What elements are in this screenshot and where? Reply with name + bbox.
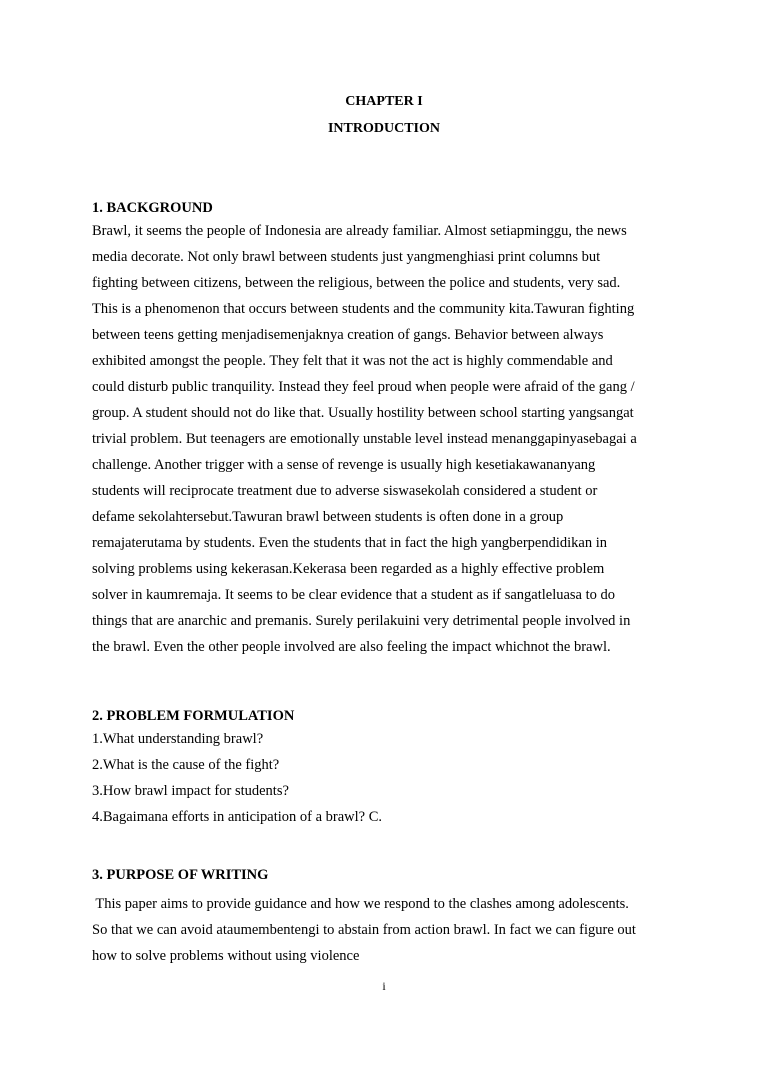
paragraph-line: media decorate. Not only brawl between students just yangmenghiasi print columns but (92, 249, 601, 265)
paragraph-line: remajaterutama by students. Even the students that in fact the high yangberpendidikan in (92, 535, 608, 551)
paragraph-line: the brawl. Even the other people involved are also feeling the impact whichnot the brawl. (92, 639, 611, 655)
paragraph-line: This paper aims to provide guidance and how we respond to the clashes among adolescents. (92, 896, 629, 912)
paragraph-line: challenge. Another trigger with a sense of revenge is usually high kesetiakawananyang (92, 457, 596, 473)
paragraph-line: solving problems using kekerasan.Kekerasa been regarded as a highly effective problem (92, 561, 605, 577)
page-number: i (382, 979, 386, 993)
paragraph-line: Brawl, it seems the people of Indonesia are already familiar. Almost setiapminggu, the news (92, 223, 627, 239)
paragraph-line: defame sekolahtersebut.Tawuran brawl between students is often done in a group (92, 509, 564, 525)
paragraph-line: This is a phenomenon that occurs between students and the community kita.Tawuran fighting (92, 301, 635, 317)
paragraph-line: between teens getting menjadisemenjaknya creation of gangs. Behavior between always (92, 327, 604, 343)
chapter-title: INTRODUCTION (327, 121, 440, 136)
paragraph-line: fighting between citizens, between the religious, between the police and students, very sad. (92, 275, 621, 291)
section-body-purpose (92, 891, 682, 969)
section-heading-background: 1. BACKGROUND (92, 200, 213, 216)
paragraph-line: students will reciprocate treatment due to adverse siswasekolah considered a student or (92, 483, 598, 499)
list-item: 4.Bagaimana efforts in anticipation of a brawl? C. (92, 809, 383, 825)
paragraph-line: how to solve problems without using violence (92, 948, 360, 964)
paragraph-line: exhibited amongst the people. They felt that it was not the act is highly commendable and (92, 353, 613, 369)
paragraph-line: group. A student should not do like that. Usually hostility between school starting yangsangat (92, 405, 634, 421)
list-item: 1.What understanding brawl? (92, 731, 264, 747)
section-body-background (92, 218, 682, 660)
paragraph-line: So that we can avoid ataumembentengi to abstain from action brawl. In fact we can figure out (92, 922, 636, 938)
problem-list (92, 726, 682, 830)
paragraph-line: trivial problem. But teenagers are emotionally unstable level instead menanggapinyasebagai a (92, 431, 637, 447)
list-item: 2.What is the cause of the fight? (92, 757, 280, 773)
section-heading-problem-formulation: 2. PROBLEM FORMULATION (92, 708, 295, 724)
section-heading-purpose: 3. PURPOSE OF WRITING (92, 867, 269, 883)
chapter-label: CHAPTER I (345, 94, 423, 109)
list-item: 3.How brawl impact for students? (92, 783, 289, 799)
paragraph-line: could disturb public tranquility. Instead they feel proud when people were afraid of the gang / (92, 379, 635, 395)
paragraph-line: solver in kaumremaja. It seems to be clear evidence that a student as if sangatleluasa to do (92, 587, 616, 603)
paragraph-line: things that are anarchic and premanis. Surely perilakuini very detrimental people involved in (92, 613, 631, 629)
